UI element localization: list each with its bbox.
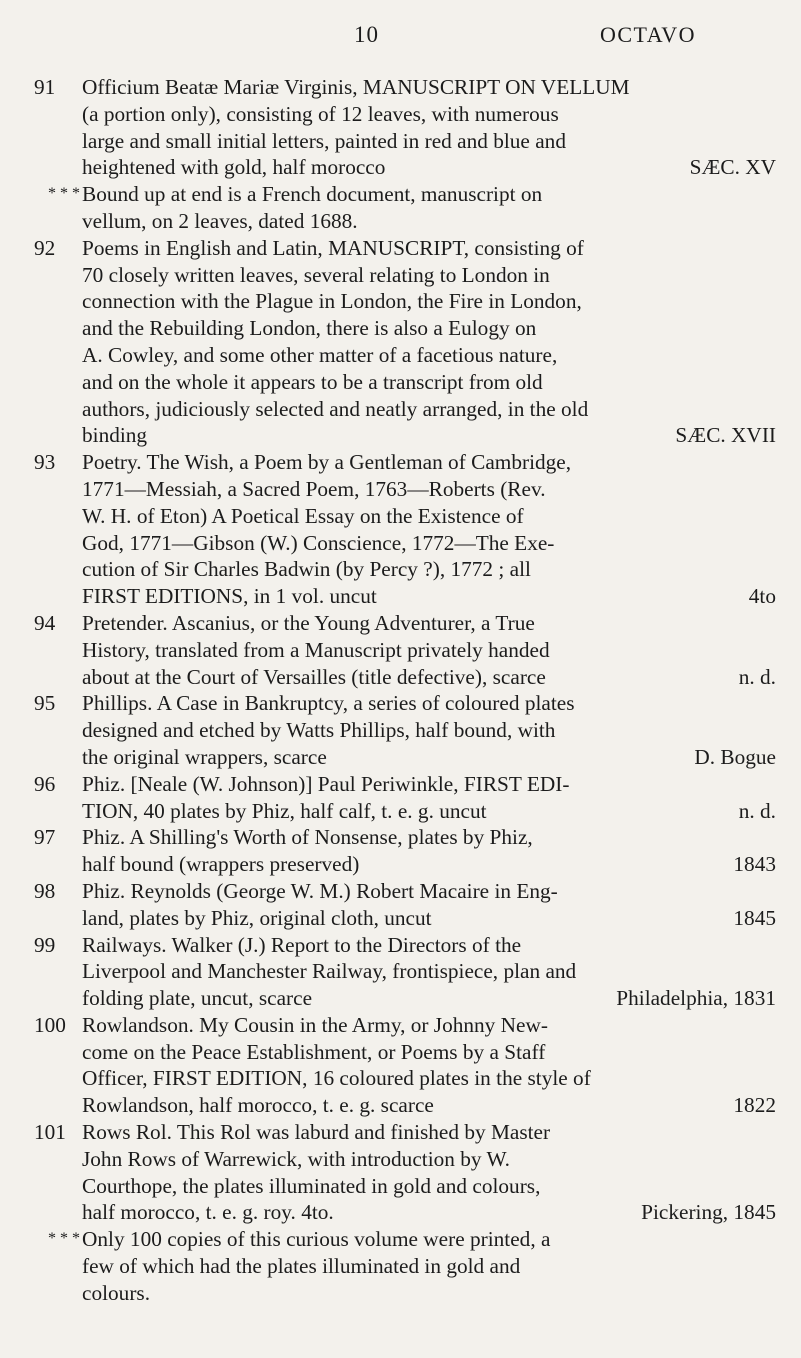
entry-line: [82, 637, 776, 664]
entry-text: 1771—Messiah, a Sacred Poem, 1763—Roberts (Rev.: [82, 476, 546, 501]
entry-number: 97: [34, 825, 56, 850]
entry-text: Liverpool and Manchester Railway, frontispiece, plan and: [82, 959, 577, 984]
entry-text: Courthope, the plates illuminated in gold and colours,: [82, 1173, 541, 1198]
entry-line: [82, 798, 776, 825]
entry-text: connection with the Plague in London, the Fire in London,: [82, 289, 582, 314]
section-title: OCTAVO: [600, 22, 697, 47]
entry-text: about at the Court of Versailles (title defective), scarce: [82, 664, 546, 689]
entry-text: designed and etched by Watts Phillips, half bound, with: [82, 718, 556, 743]
entry-line: [82, 503, 776, 530]
catalogue-entry: [34, 610, 776, 690]
entry-text: and the Rebuilding London, there is also a Eulogy on: [82, 316, 537, 341]
entry-date: D. Bogue: [694, 744, 776, 769]
catalogue-entry: [34, 824, 776, 878]
entry-line: [82, 583, 776, 610]
entry-line: [82, 422, 776, 449]
catalogue-entries: [34, 74, 776, 1307]
entry-date: Philadelphia, 1831: [616, 986, 776, 1011]
entry-number: 100: [34, 1012, 66, 1037]
entry-text: Phiz. [Neale (W. Johnson)] Paul Periwinkle, FIRST EDI-: [82, 771, 570, 796]
entry-text: and on the whole it appears to be a transcript from old: [82, 369, 543, 394]
entry-number: 99: [34, 932, 56, 957]
entry-date: 4to: [748, 584, 776, 609]
catalogue-entry: [34, 690, 776, 770]
entry-text: FIRST EDITIONS, in 1 vol. uncut: [82, 584, 377, 609]
entry-text: Poems in English and Latin, MANUSCRIPT, consisting of: [82, 235, 584, 260]
note-line: colours.: [82, 1280, 151, 1305]
entry-line: [82, 449, 776, 476]
entry-number: 92: [34, 235, 56, 260]
entry-line: [82, 717, 776, 744]
entry-text: authors, judiciously selected and neatly arranged, in the old: [82, 396, 589, 421]
entry-number: 91: [34, 75, 56, 99]
entry-line: [82, 342, 776, 369]
entry-text: History, translated from a Manuscript privately handed: [82, 637, 550, 662]
entry-text: come on the Peace Establishment, or Poems by a Staff: [82, 1039, 546, 1064]
catalogue-entry: [34, 235, 776, 449]
entry-line: [82, 128, 776, 155]
entry-text: Officium Beatæ Mariæ Virginis, MANUSCRIPT ON VELLUM: [82, 75, 630, 99]
entry-line: [82, 1199, 776, 1226]
entry-line: [82, 1146, 776, 1173]
entry-line: [82, 610, 776, 637]
entry-line: [82, 1119, 776, 1146]
note-line: few of which had the plates illuminated in gold and: [82, 1254, 521, 1279]
entry-line: [82, 556, 776, 583]
entry-text: Rows Rol. This Rol was laburd and finished by Master: [82, 1120, 551, 1145]
entry-date: n. d.: [738, 664, 776, 689]
entry-number: 98: [34, 878, 56, 903]
catalogue-entry: [34, 771, 776, 825]
entry-date: 1822: [733, 1093, 776, 1118]
entry-text: W. H. of Eton) A Poetical Essay on the Existence of: [82, 503, 524, 528]
entry-line: [82, 771, 776, 798]
entry-line: [82, 530, 776, 557]
entry-text: Railways. Walker (J.) Report to the Directors of the: [82, 932, 522, 957]
entry-line: [82, 1039, 776, 1066]
entry-text: A. Cowley, and some other matter of a facetious nature,: [82, 342, 558, 367]
entry-date: Pickering, 1845: [641, 1200, 776, 1225]
page-header: [0, 22, 801, 56]
entry-line: [82, 369, 776, 396]
entry-text: large and small initial letters, painted in red and blue and: [82, 128, 566, 153]
entry-line: [82, 288, 776, 315]
entry-line: [82, 396, 776, 423]
entry-line: [82, 235, 776, 262]
entry-date: SÆC. XVII: [675, 423, 776, 448]
entry-text: John Rows of Warrewick, with introduction by W.: [82, 1146, 510, 1171]
catalogue-entry: [34, 449, 776, 610]
entry-text: God, 1771—Gibson (W.) Conscience, 1772—The Exe-: [82, 530, 555, 555]
entry-text: half bound (wrappers preserved): [82, 852, 360, 877]
catalogue-entry: [34, 878, 776, 932]
entry-number: 93: [34, 450, 56, 475]
entry-text: Officer, FIRST EDITION, 16 coloured plates in the style of: [82, 1066, 591, 1091]
entry-text: Rowlandson. My Cousin in the Army, or Johnny New-: [82, 1012, 548, 1037]
entry-text: heightened with gold, half morocco: [82, 155, 386, 180]
entry-line: [82, 315, 776, 342]
catalogue-entry: [34, 1012, 776, 1119]
entry-line: [82, 1012, 776, 1039]
entry-date: 1845: [733, 905, 776, 930]
entry-text: binding: [82, 423, 148, 448]
entry-text: land, plates by Phiz, original cloth, uncut: [82, 905, 432, 930]
entry-line: [82, 74, 776, 101]
entry-line: [82, 476, 776, 503]
entry-date: n. d.: [738, 798, 776, 823]
entry-text: TION, 40 plates by Phiz, half calf, t. e. g. uncut: [82, 798, 487, 823]
entry-text: folding plate, uncut, scarce: [82, 986, 313, 1011]
entry-line: [82, 1092, 776, 1119]
entry-line: [82, 851, 776, 878]
entry-number: 101: [34, 1120, 66, 1145]
entry-line: [82, 262, 776, 289]
catalogue-entry: [34, 74, 776, 181]
entry-text: (a portion only), consisting of 12 leaves, with numerous: [82, 101, 559, 126]
entry-date: SÆC. XV: [689, 155, 776, 180]
entry-text: 70 closely written leaves, several relating to London in: [82, 262, 550, 287]
catalogue-entry: [34, 1119, 776, 1226]
entry-date: 1843: [733, 852, 776, 877]
note-line: vellum, on 2 leaves, dated 1688.: [82, 208, 358, 233]
entry-line: [82, 985, 776, 1012]
entry-text: Poetry. The Wish, a Poem by a Gentleman of Cambridge,: [82, 450, 572, 475]
entry-line: [82, 1065, 776, 1092]
entry-text: Rowlandson, half morocco, t. e. g. scarce: [82, 1093, 434, 1118]
entry-line: [82, 690, 776, 717]
entry-line: [82, 744, 776, 771]
entry-number: 96: [34, 771, 56, 796]
note-line: Bound up at end is a French document, manuscript on: [82, 182, 543, 207]
entry-line: [82, 958, 776, 985]
entry-note: [34, 1226, 776, 1306]
entry-line: [82, 878, 776, 905]
note-line: Only 100 copies of this curious volume were printed, a: [82, 1227, 551, 1252]
entry-line: [82, 664, 776, 691]
asterism-icon: * * *: [48, 1230, 80, 1248]
entry-text: the original wrappers, scarce: [82, 744, 327, 769]
entry-text: Phiz. Reynolds (George W. M.) Robert Macaire in Eng-: [82, 878, 558, 903]
entry-text: Phillips. A Case in Bankruptcy, a series of coloured plates: [82, 691, 575, 716]
entry-text: half morocco, t. e. g. roy. 4to.: [82, 1200, 334, 1225]
entry-number: 95: [34, 691, 56, 716]
entry-text: Phiz. A Shilling's Worth of Nonsense, plates by Phiz,: [82, 825, 533, 850]
entry-line: [82, 932, 776, 959]
entry-line: [82, 824, 776, 851]
entry-number: 94: [34, 610, 56, 635]
catalogue-entry: [34, 932, 776, 1012]
entry-note: [34, 181, 776, 235]
entry-text: Pretender. Ascanius, or the Young Adventurer, a True: [82, 610, 535, 635]
entry-line: [82, 101, 776, 128]
asterism-icon: * * *: [48, 185, 80, 203]
entry-text: cution of Sir Charles Badwin (by Percy ?), 1772 ; all: [82, 557, 531, 582]
entry-line: [82, 154, 776, 181]
page-number: 10: [354, 22, 379, 47]
entry-line: [82, 1173, 776, 1200]
entry-line: [82, 905, 776, 932]
